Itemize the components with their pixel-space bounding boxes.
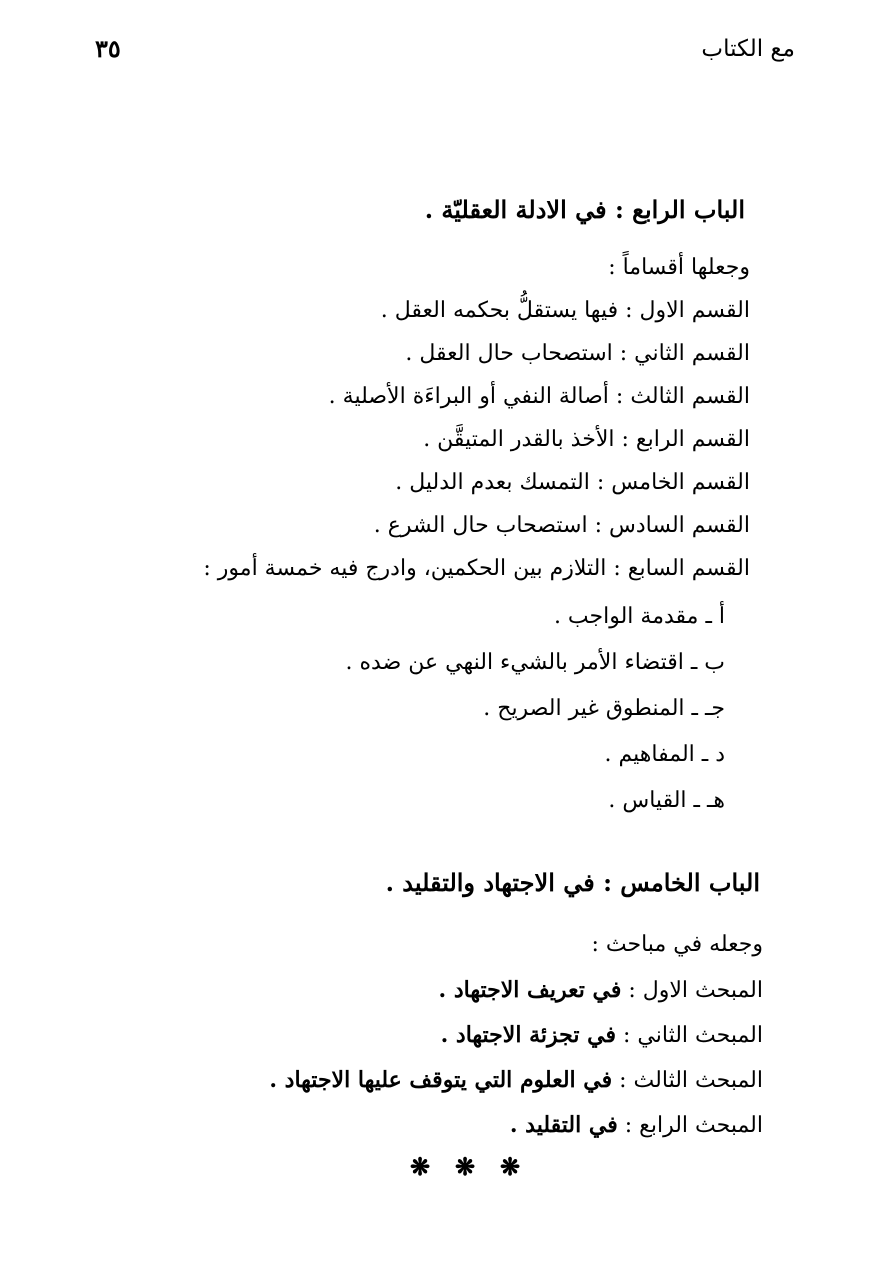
section-label: القسم الاول : — [625, 298, 750, 323]
section-text: التلازم بين الحكمين، وادرج فيه خمسة أمور : — [203, 556, 607, 581]
section-text: أصالة النفي أو البراءَة الأصلية . — [328, 384, 609, 409]
section-item — [441, 1020, 763, 1051]
section-text: في تعريف الاجتهاد . — [438, 977, 622, 1003]
section-text: استصحاب حال الشرع . — [373, 513, 588, 538]
section-text: في العلوم التي يتوقف عليها الاجتهاد . — [269, 1067, 613, 1093]
asterism-icon: ❋ — [409, 1152, 431, 1181]
section-item — [381, 296, 750, 326]
sub-item: د ـ المفاهيم . — [604, 742, 725, 767]
chapter-five-label: الباب الخامس : — [603, 868, 760, 897]
section-text: استصحاب حال العقل . — [405, 341, 613, 366]
section-item — [405, 339, 750, 369]
section-text: في تجزئة الاجتهاد . — [440, 1022, 616, 1048]
section-text: فيها يستقلُّ بحكمه العقل . — [380, 298, 619, 323]
section-label: المبحث الرابع : — [624, 1113, 763, 1138]
section-divider-ornament — [405, 1152, 525, 1181]
sub-item: ب ـ اقتضاء الأمر بالشيء النهي عن ضده . — [345, 650, 725, 675]
section-label: القسم السابع : — [613, 556, 750, 581]
section-label: القسم السادس : — [594, 513, 750, 538]
section-item — [374, 511, 750, 541]
section-label: المبحث الاول : — [628, 978, 763, 1003]
chapter-five-title: في الاجتهاد والتقليد . — [385, 868, 595, 897]
section-item — [423, 425, 750, 455]
section-label: القسم الرابع : — [621, 427, 750, 452]
section-item — [439, 975, 763, 1006]
running-header-title: مع الكتاب — [701, 36, 795, 62]
section-item — [329, 382, 750, 412]
chapter-five-intro: وجعله في مباحث : — [591, 932, 763, 957]
section-label: القسم الخامس : — [596, 470, 750, 495]
chapter-four-label: الباب الرابع : — [614, 195, 745, 224]
section-item — [269, 1065, 763, 1096]
section-text: الأخذ بالقدر المتيقَّن . — [423, 427, 615, 452]
sub-item: هـ ـ القياس . — [608, 788, 725, 813]
section-label: المبحث الثالث : — [619, 1068, 763, 1093]
chapter-five-heading — [386, 868, 760, 898]
sub-item: أ ـ مقدمة الواجب . — [553, 604, 725, 629]
asterism-icon: ❋ — [454, 1152, 476, 1181]
section-text: التمسك بعدم الدليل . — [395, 470, 590, 495]
section-label: القسم الثاني : — [619, 341, 750, 366]
asterism-icon: ❋ — [499, 1152, 521, 1181]
section-label: القسم الثالث : — [615, 384, 750, 409]
section-item — [395, 468, 750, 498]
section-text: في التقليد . — [509, 1112, 618, 1138]
chapter-four-title: في الادلة العقليّة . — [424, 195, 607, 224]
section-label: المبحث الثاني : — [623, 1023, 763, 1048]
section-item — [203, 554, 750, 584]
section-item — [510, 1110, 763, 1141]
chapter-four-intro: وجعلها أقساماً : — [608, 255, 750, 280]
page-number: ٣٥ — [95, 34, 121, 63]
chapter-four-heading — [425, 195, 745, 225]
sub-item: جـ ـ المنطوق غير الصريح . — [483, 696, 725, 721]
